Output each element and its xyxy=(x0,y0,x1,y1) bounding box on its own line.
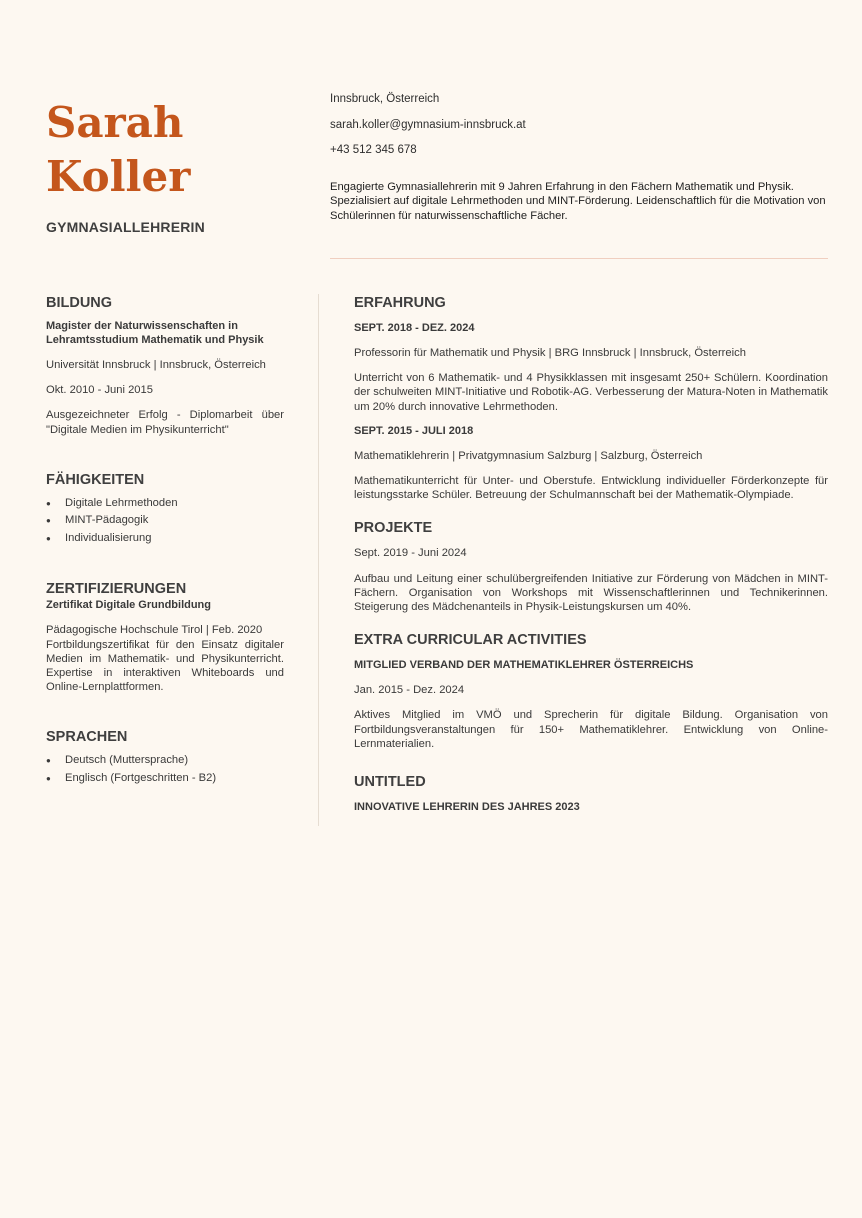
column-divider xyxy=(318,294,319,826)
certifications-section xyxy=(46,580,284,694)
skills-section xyxy=(46,471,284,548)
list-item: ● Digitale Lehrmethoden xyxy=(46,495,284,513)
job-role: Professorin für Mathematik und Physik | BRG Innsbruck | Innsbruck, Österreich xyxy=(354,347,746,359)
languages-list xyxy=(46,752,284,787)
experience-section xyxy=(354,294,828,502)
list-item: ● Deutsch (Muttersprache) xyxy=(46,752,284,770)
left-column xyxy=(46,294,284,787)
untitled-section xyxy=(354,773,828,814)
certificate-description: Fortbildungszertifikat für den Einsatz digitaler Medien im Mathematik- und Physikunterricht. Expertise in interaktiven Whiteboards und Online-Lernplattformen. xyxy=(46,638,284,694)
section-heading: SPRACHEN xyxy=(46,729,128,746)
activity-dates: Jan. 2015 - Dez. 2024 xyxy=(354,684,465,697)
section-heading: EXTRA CURRICULAR ACTIVITIES xyxy=(354,632,587,649)
section-heading: UNTITLED xyxy=(354,774,426,791)
school: Universität Innsbruck | Innsbruck, Österreich xyxy=(46,359,266,371)
email-link[interactable]: sarah.koller@gymnasium-innsbruck.at xyxy=(330,118,526,131)
header-divider xyxy=(330,258,828,259)
list-item: ● MINT-Pädagogik xyxy=(46,512,284,530)
list-item: ● Individualisierung xyxy=(46,530,284,548)
languages-section xyxy=(46,728,284,787)
section-heading: ERFAHRUNG xyxy=(354,295,446,311)
job-description: Unterricht von 6 Mathematik- und 4 Physikklassen mit insgesamt 250+ Schülern. Koordination der schulweiten MINT-Initiative und Robotik-AG. Verbesserung der Matura-Noten in Mathematik um 20% durch innovative Lehrmethoden. xyxy=(354,372,828,413)
education-dates: Okt. 2010 - Juni 2015 xyxy=(46,384,153,397)
projects-section xyxy=(354,519,828,614)
certificate-issuer: Pädagogische Hochschule Tirol | Feb. 2020 xyxy=(46,624,263,637)
section-heading: PROJEKTE xyxy=(354,520,433,537)
certificate-title: Zertifikat Digitale Grundbildung xyxy=(46,599,211,612)
skills-list xyxy=(46,495,284,548)
activity-title: MITGLIED VERBAND DER MATHEMATIKLEHRER ÖSTERREICHS xyxy=(354,659,694,672)
job-role: Mathematiklehrerin | Privatgymnasium Salzburg | Salzburg, Österreich xyxy=(354,449,703,462)
last-name: Koller xyxy=(46,152,191,201)
extracurricular-section xyxy=(354,631,828,751)
contact-block xyxy=(330,93,526,170)
location: Innsbruck, Österreich xyxy=(330,93,440,105)
education-note: Ausgezeichneter Erfolg - Diplomarbeit über "Digitale Medien im Physikunterricht" xyxy=(46,409,284,436)
award-title: INNOVATIVE LEHRERIN DES JAHRES 2023 xyxy=(354,801,580,814)
project-description: Aufbau und Leitung einer schulübergreifenden Initiative zur Förderung von Mädchen in MINT-Fächern. Organisation von Workshops mit Wissenschaftlerinnen und Technikerinnen. Steigerung des Mädchenanteils in Physik-Leistungskursen um 40%. xyxy=(354,572,828,614)
profile-summary: Engagierte Gymnasiallehrerin mit 9 Jahren Erfahrung in den Fächern Mathematik und Physik. Spezialisiert auf digitale Lehrmethoden und MINT-Förderung. Leidenschaftlich für die Motivation von Schülerinnen für naturwissenschaftliche Fächer. xyxy=(330,181,826,222)
phone-number: +43 512 345 678 xyxy=(330,144,417,156)
education-section xyxy=(46,294,284,437)
activity-description: Aktives Mitglied im VMÖ und Sprecherin für digitale Bildung. Organisation von Fortbildungsveranstaltungen für 150+ Mathematiklehrer. Entwicklung von Online-Lernmaterialien. xyxy=(354,709,828,750)
job-dates: SEPT. 2018 - DEZ. 2024 xyxy=(354,322,475,334)
candidate-name xyxy=(46,96,190,204)
section-heading: FÄHIGKEITEN xyxy=(46,471,145,488)
job-title: GYMNASIALLEHRERIN xyxy=(46,219,205,235)
degree-title: Magister der Naturwissenschaften in Lehramtsstudium Mathematik und Physik xyxy=(46,320,264,346)
first-name: Sarah xyxy=(46,98,184,147)
project-dates: Sept. 2019 - Juni 2024 xyxy=(354,547,467,560)
section-heading: BILDUNG xyxy=(46,295,113,311)
section-heading: ZERTIFIZIERUNGEN xyxy=(46,581,187,598)
right-column xyxy=(354,294,828,814)
job-dates: SEPT. 2015 - JULI 2018 xyxy=(354,424,474,437)
job-description: Mathematikunterricht für Unter- und Oberstufe. Entwicklung individueller Förderkonzepte für leistungsstarke Schüler. Betreuung der Schulmannschaft bei der Mathematik-Olympiade. xyxy=(354,475,828,502)
list-item: ● Englisch (Fortgeschritten - B2) xyxy=(46,770,284,788)
